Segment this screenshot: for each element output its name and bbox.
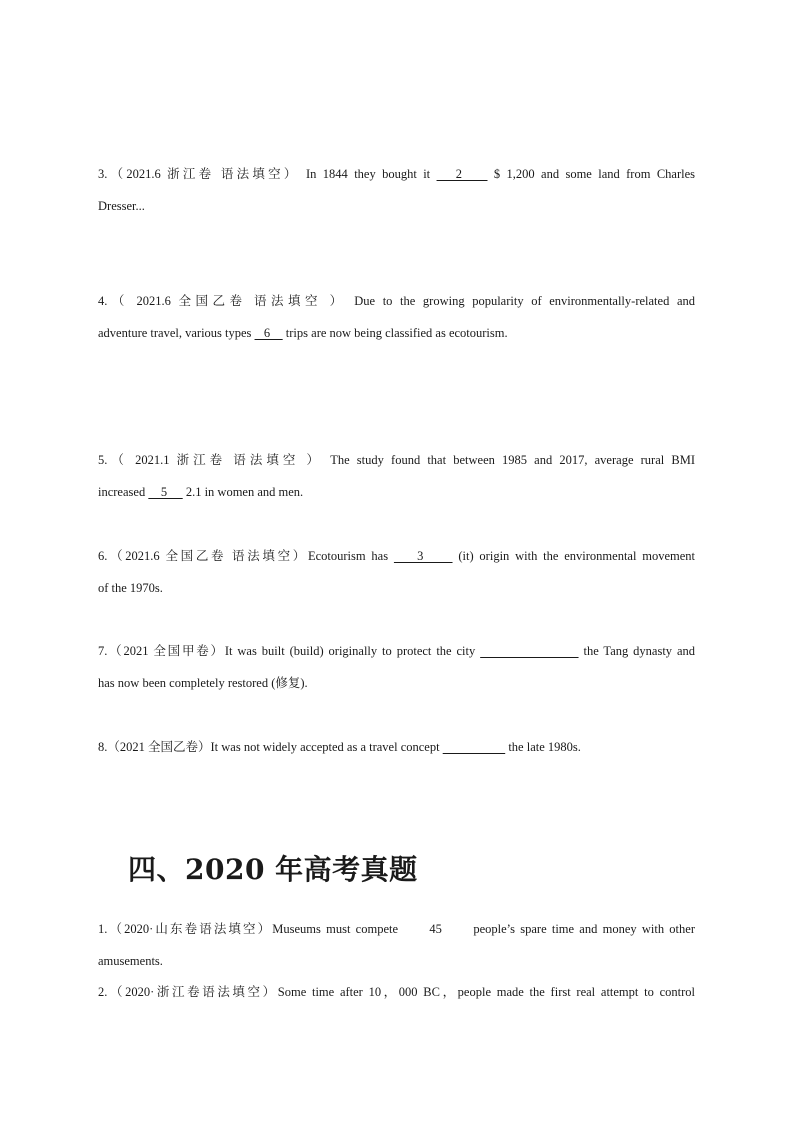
question-text: adventure travel, various types — [98, 326, 255, 340]
question-line: Dresser... — [98, 199, 145, 213]
question-line — [98, 476, 695, 508]
answer-blank: 5 — [148, 485, 183, 499]
answer-blank: 6 — [254, 326, 283, 340]
question-line: has now been completely restored (修复). — [98, 676, 308, 690]
question-text: 3.（2021.6 浙江卷 语法填空） In 1844 they bought it — [98, 167, 437, 181]
question-line — [98, 731, 695, 763]
question-6 — [98, 540, 695, 604]
question-line — [98, 540, 695, 572]
question-text: increased — [98, 485, 149, 499]
question-8 — [98, 731, 695, 763]
question-line: 5.（ 2021.1 浙江卷 语法填空 ） The study found that between 1985 and 2017, average rural BMI — [98, 453, 695, 467]
question-7 — [98, 635, 695, 699]
question-text: the Tang dynasty and — [578, 644, 696, 658]
question-2020-2 — [98, 976, 695, 1008]
answer-blank: 2 — [436, 167, 488, 181]
question-3 — [98, 158, 695, 222]
section-heading: 四、2020 年高考真题 — [128, 853, 418, 886]
answer-blank — [443, 740, 506, 754]
question-4 — [98, 285, 695, 349]
question-line — [98, 158, 695, 190]
question-text: (it) origin with the environmental movement — [452, 549, 696, 563]
question-2020-1 — [98, 913, 695, 977]
question-text: 2.1 in women and men. — [182, 485, 304, 499]
question-5 — [98, 444, 695, 508]
question-text: 8.（2021 全国乙卷）It was not widely accepted as a travel concept — [98, 740, 443, 754]
question-line: 2.（2020·浙江卷语法填空）Some time after 10，000 BC，people made the first real attempt to control — [98, 985, 695, 999]
question-text: trips are now being classified as ecotourism. — [282, 326, 508, 340]
question-line: amusements. — [98, 954, 163, 968]
answer-blank — [480, 644, 578, 658]
question-line: of the 1970s. — [98, 581, 163, 595]
question-line: 1.（2020·山东卷语法填空）Museums must compete 45 people’s spare time and money with other — [98, 922, 695, 936]
answer-blank: 3 — [393, 549, 453, 563]
question-text: the late 1980s. — [505, 740, 581, 754]
question-line: 4.（ 2021.6 全国乙卷 语法填空 ） Due to the growing popularity of environmentally-related and — [98, 294, 695, 308]
question-text: 6.（2021.6 全国乙卷 语法填空）Ecotourism has — [98, 549, 394, 563]
question-text: 7.（2021 全国甲卷）It was built (build) originally to protect the city — [98, 644, 481, 658]
question-line — [98, 635, 695, 667]
question-line — [98, 317, 695, 349]
question-text: $ 1,200 and some land from Charles — [487, 167, 696, 181]
